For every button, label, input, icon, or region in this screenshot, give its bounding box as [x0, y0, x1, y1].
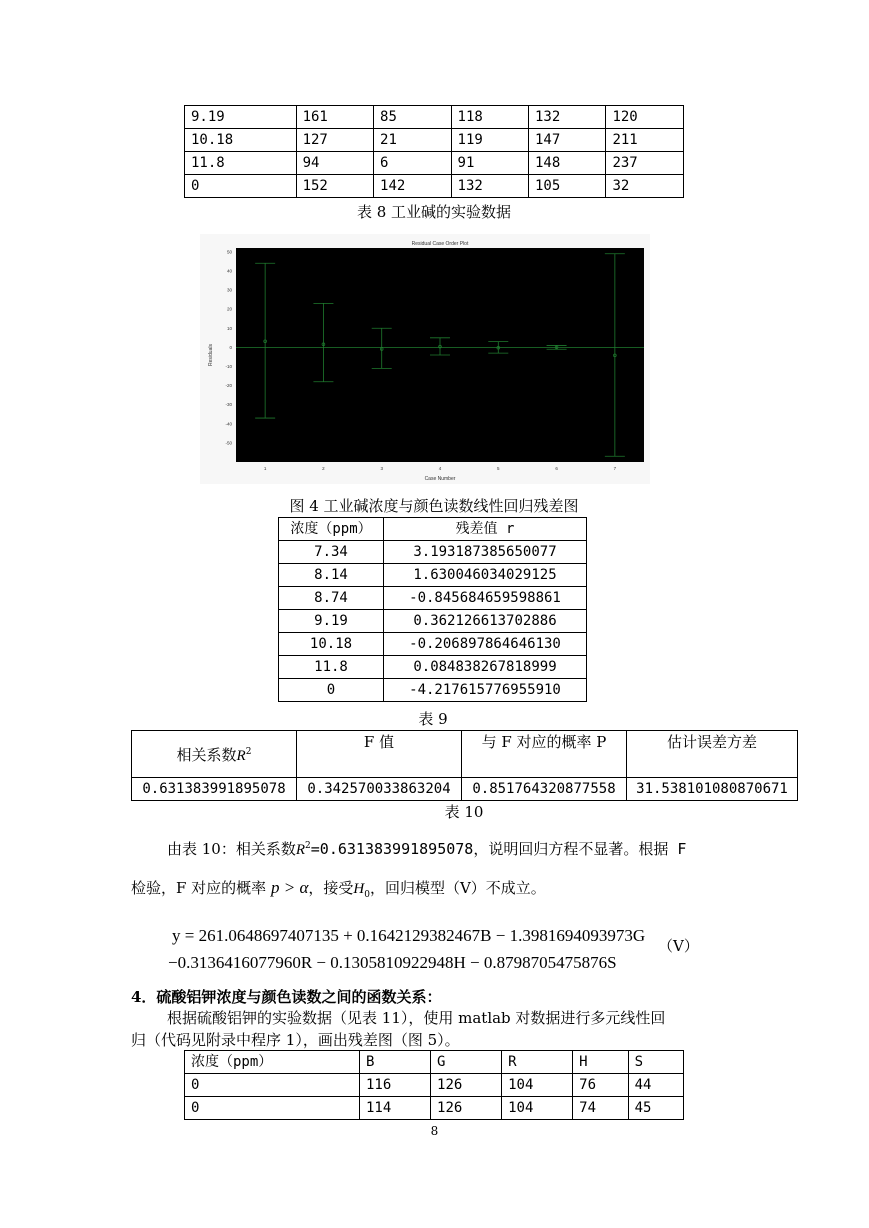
table-cell: 237: [606, 152, 684, 175]
y-tick-label: 30: [226, 287, 232, 293]
y-tick-label: 10: [226, 325, 232, 331]
table-cell: 114: [359, 1097, 430, 1120]
y-tick-label: 40: [226, 268, 232, 274]
table-row: [279, 610, 587, 633]
table-9-caption: 表 9: [418, 710, 448, 728]
table-row: [185, 106, 684, 129]
section-4-paragraph-line-2: 归（代码见附录中程序 1），画出残差图（图 5）。: [131, 1031, 460, 1049]
table-row: [185, 1074, 684, 1097]
residual-chart-svg: [200, 234, 650, 484]
table-header-cell: R: [502, 1051, 573, 1074]
x-tick-label: 7: [613, 466, 617, 471]
table-row: [279, 587, 587, 610]
table-cell: 76: [573, 1074, 628, 1097]
table-row: [279, 656, 587, 679]
x-tick-label: 4: [438, 466, 442, 471]
table-cell: 45: [628, 1097, 683, 1120]
table-cell: 126: [431, 1097, 502, 1120]
table-cell: 0.342570033863204: [297, 778, 462, 801]
table-10: [131, 730, 798, 801]
table-cell: 142: [374, 175, 451, 198]
analysis-paragraph-line-2: [131, 877, 831, 906]
table-cell: 211: [606, 129, 684, 152]
table-10-caption: 表 10: [444, 803, 484, 821]
table-row: [279, 633, 587, 656]
table-cell: 9.19: [185, 106, 297, 129]
table-header-row: [132, 731, 798, 778]
table-row: [185, 129, 684, 152]
table-11: [184, 1050, 684, 1120]
y-tick-label: -10: [225, 363, 232, 369]
table-header-cell: B: [359, 1051, 430, 1074]
table-cell: 85: [374, 106, 451, 129]
table-row: [279, 564, 587, 587]
y-tick-label: 20: [226, 306, 232, 312]
page-number: 8: [430, 1124, 439, 1138]
table-header-cell: S: [628, 1051, 683, 1074]
table-cell: 0: [185, 1074, 360, 1097]
table-cell: 44: [628, 1074, 683, 1097]
table-cell: 132: [528, 106, 605, 129]
table-cell: 6: [374, 152, 451, 175]
y-tick-label: -30: [225, 402, 232, 408]
table-cell: 3.193187385650077: [384, 541, 587, 564]
table-header-cell: 浓度（ppm）: [279, 518, 384, 541]
table-cell: 21: [374, 129, 451, 152]
table-8-caption: 表 8 工业碱的实验数据: [356, 203, 512, 221]
h0-subscript: 0: [364, 890, 370, 900]
table-cell: 8.74: [279, 587, 384, 610]
table-row: [185, 1097, 684, 1120]
figure-4-caption: 图 4 工业碱浓度与颜色读数线性回归残差图: [289, 497, 579, 515]
table-header-cell: [132, 731, 297, 778]
table-9: [278, 517, 587, 702]
table-cell: 94: [296, 152, 373, 175]
table-cell: 148: [528, 152, 605, 175]
table-cell: -4.217615776955910: [384, 679, 587, 702]
correlation-label: 相关系数: [176, 746, 237, 764]
table-cell: 105: [528, 175, 605, 198]
table-row: [185, 152, 684, 175]
table-row: [185, 175, 684, 198]
para-text: 检验，F 对应的概率: [131, 879, 267, 897]
para-text: ，接受: [308, 879, 354, 897]
table-cell: 161: [296, 106, 373, 129]
r-exponent: 2: [245, 747, 252, 757]
table-header-cell: G: [431, 1051, 502, 1074]
table-cell: 91: [451, 152, 528, 175]
table-header-row: [185, 1051, 684, 1074]
table-cell: 11.8: [279, 656, 384, 679]
table-cell: 119: [451, 129, 528, 152]
table-header-cell: H: [573, 1051, 628, 1074]
table-header-cell: 浓度（ppm）: [185, 1051, 360, 1074]
table-cell: 74: [573, 1097, 628, 1120]
table-cell: 10.18: [185, 129, 297, 152]
residual-chart: [200, 234, 650, 484]
y-tick-label: 50: [226, 249, 232, 255]
table-cell: 7.34: [279, 541, 384, 564]
table-header-row: [279, 518, 587, 541]
y-tick-label: -40: [225, 421, 232, 427]
x-tick-label: 6: [555, 466, 558, 471]
table-cell: 8.14: [279, 564, 384, 587]
x-tick-label: 1: [263, 466, 267, 471]
para-text: 由表 10：相关系数: [167, 840, 296, 858]
table-cell: -0.845684659598861: [384, 587, 587, 610]
probability-inequality: p > α: [270, 878, 309, 897]
table-header-cell: F 值: [297, 731, 462, 778]
r-exponent: 2: [305, 841, 311, 851]
table-cell: 1.630046034029125: [384, 564, 587, 587]
table-cell: 0: [185, 175, 297, 198]
para-text: =0.631383991895078，说明回归方程不显著。根据 F: [310, 840, 687, 858]
table-header-cell: 估计误差方差: [627, 731, 798, 778]
table-row: [279, 679, 587, 702]
table-cell: 127: [296, 129, 373, 152]
table-cell: 11.8: [185, 152, 297, 175]
table-cell: 104: [502, 1074, 573, 1097]
table-cell: 0: [279, 679, 384, 702]
table-cell: 116: [359, 1074, 430, 1097]
x-tick-label: 3: [380, 466, 383, 471]
table-cell: 132: [451, 175, 528, 198]
table-header-cell: 与 F 对应的概率 P: [462, 731, 627, 778]
section-4-paragraph-line-1: 根据硫酸铝钾的实验数据（见表 11），使用 matlab 对数据进行多元线性回: [167, 1009, 666, 1027]
r-symbol: R: [236, 748, 246, 764]
table-cell: 0.084838267818999: [384, 656, 587, 679]
section-4-heading: 4．硫酸铝钾浓度与颜色读数之间的函数关系：: [131, 988, 442, 1006]
x-tick-label: 2: [322, 466, 325, 471]
equation-line-2: −0.3136416077960R − 0.1305810922948H − 0.8798705475876S: [168, 953, 617, 972]
y-tick-label: -50: [225, 440, 232, 446]
table-cell: -0.206897864646130: [384, 633, 587, 656]
table-row: [132, 778, 798, 801]
para-text: ，回归模型（V）不成立。: [369, 879, 546, 897]
table-cell: 9.19: [279, 610, 384, 633]
table-cell: 32: [606, 175, 684, 198]
x-axis-label: Case Number: [424, 476, 456, 482]
analysis-paragraph-line-1: [167, 835, 847, 861]
table-cell: 152: [296, 175, 373, 198]
table-cell: 147: [528, 129, 605, 152]
table-header-cell: 残差值 r: [384, 518, 587, 541]
r-symbol: R: [295, 842, 306, 858]
table-cell: 0: [185, 1097, 360, 1120]
table-cell: 104: [502, 1097, 573, 1120]
table-cell: 0.851764320877558: [462, 778, 627, 801]
table-cell: 118: [451, 106, 528, 129]
y-axis-label: Residuals: [208, 344, 214, 366]
table-cell: 0.362126613702886: [384, 610, 587, 633]
table-row: [279, 541, 587, 564]
equation-line-1: y = 261.0648697407135 + 0.1642129382467B − 1.3981694093973G: [172, 926, 646, 945]
h0-symbol: H: [353, 881, 365, 897]
y-tick-label: -20: [225, 383, 232, 389]
table-8: [184, 105, 684, 198]
y-tick-label: 0: [229, 344, 232, 350]
x-tick-label: 5: [497, 466, 500, 471]
table-cell: 31.538101080870671: [627, 778, 798, 801]
table-cell: 126: [431, 1074, 502, 1097]
table-cell: 0.631383991895078: [132, 778, 297, 801]
table-cell: 120: [606, 106, 684, 129]
equation-label: （V）: [658, 937, 699, 955]
table-cell: 10.18: [279, 633, 384, 656]
chart-title: Residual Case Order Plot: [411, 241, 469, 247]
